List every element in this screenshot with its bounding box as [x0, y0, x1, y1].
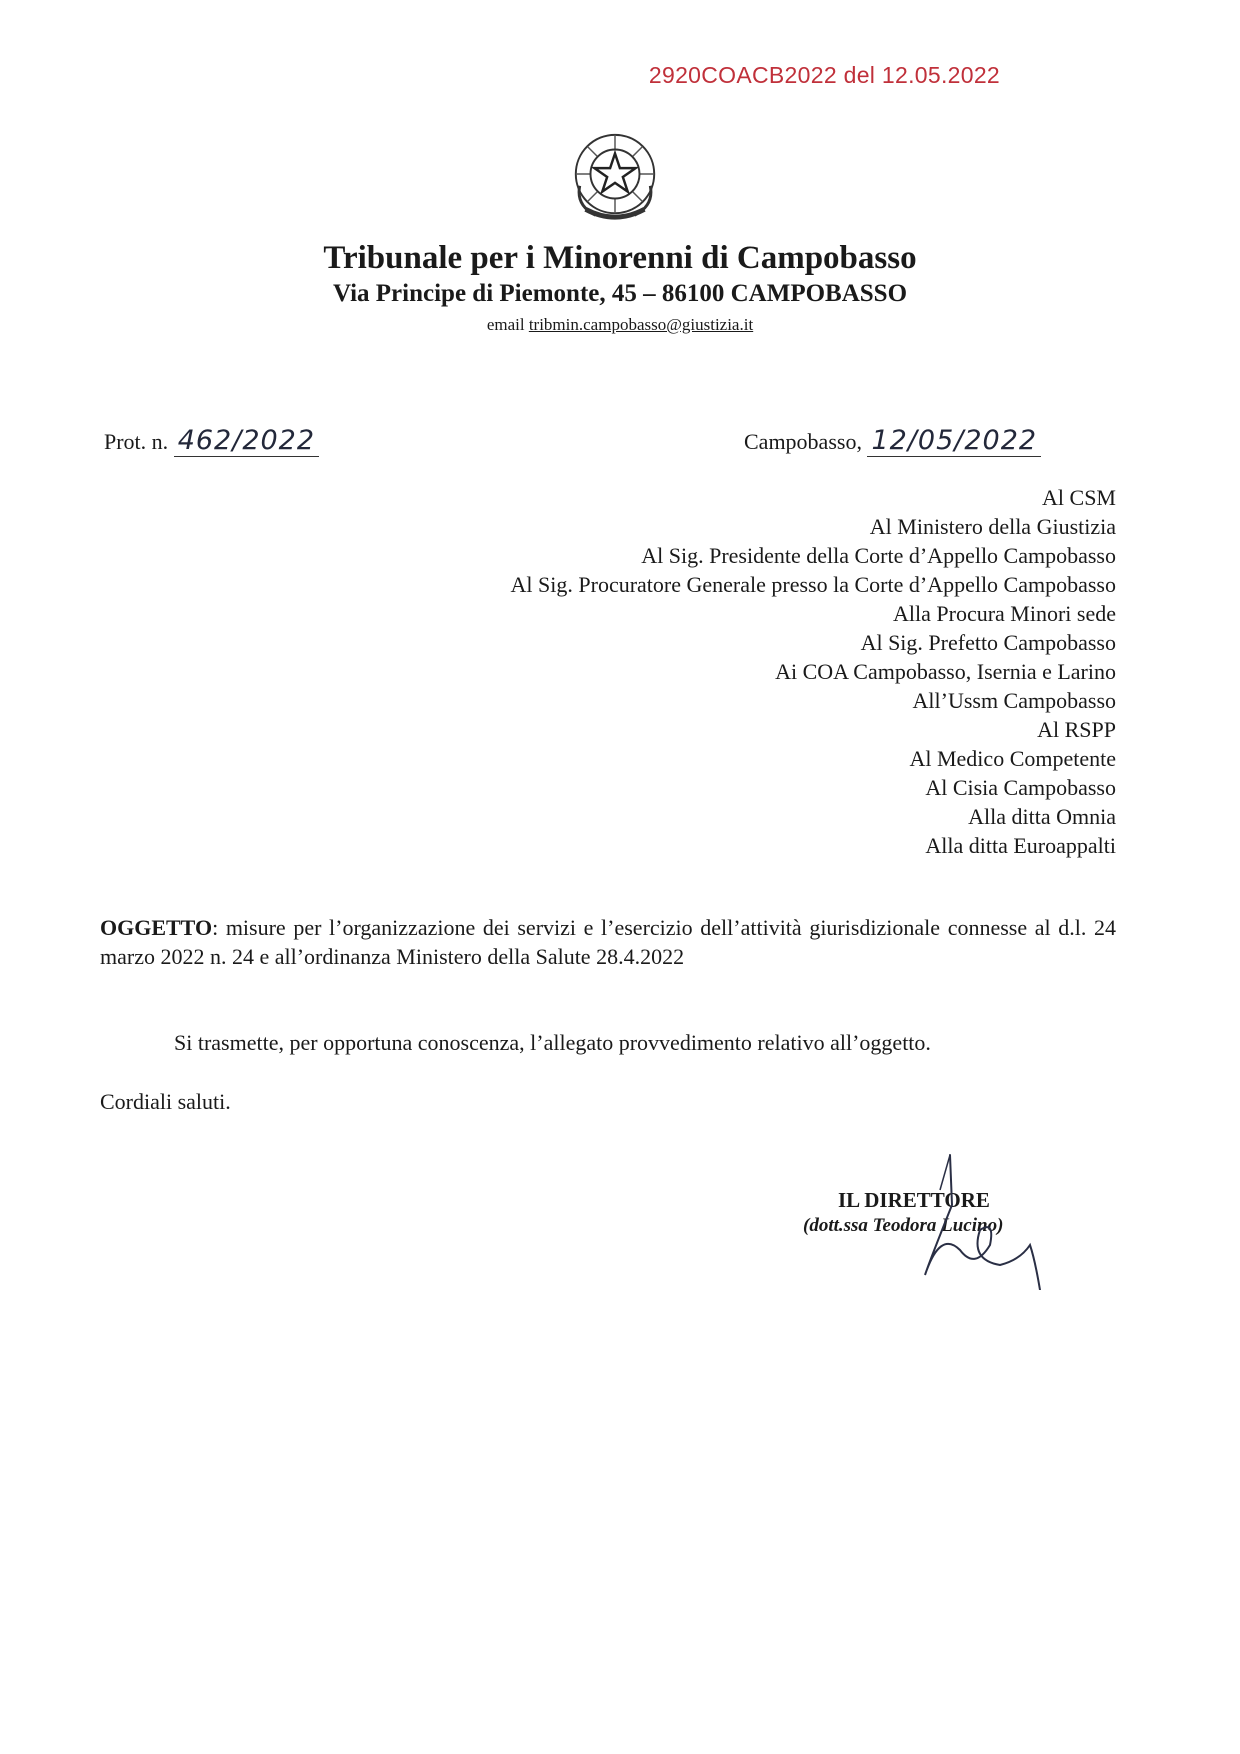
recipient-item: Alla ditta Omnia [968, 804, 1116, 829]
email-link[interactable]: tribmin.campobasso@giustizia.it [528, 315, 754, 334]
email-label: email [486, 315, 525, 334]
date-place: Campobasso, [744, 429, 862, 454]
protocol-line [104, 425, 319, 456]
recipient-item: Al Sig. Prefetto Campobasso [860, 630, 1116, 655]
recipient-item: Alla ditta Euroappalti [925, 833, 1116, 858]
court-address: Via Principe di Piemonte, 45 – 86100 CAMPOBASSO [332, 280, 908, 307]
signature-title: IL DIRETTORE [838, 1188, 990, 1212]
subject-label: OGGETTO [100, 915, 213, 940]
recipients-list [511, 483, 1116, 860]
protocol-number: 462/2022 [174, 425, 319, 457]
recipient-item: Al Ministero della Giustizia [869, 514, 1116, 539]
court-name: Tribunale per i Minorenni di Campobasso [323, 240, 917, 276]
recipient-item: All’Ussm Campobasso [912, 688, 1116, 713]
recipient-item: Al Cisia Campobasso [925, 775, 1116, 800]
recipient-item: Ai COA Campobasso, Isernia e Larino [775, 659, 1116, 684]
recipient-item: Al Sig. Presidente della Corte d’Appello Campobasso [641, 543, 1116, 568]
recipient-item: Al Sig. Procuratore Generale presso la Corte d’Appello Campobasso [510, 572, 1116, 597]
recipient-item: Al CSM [1042, 485, 1116, 510]
recipient-item: Al RSPP [1037, 717, 1116, 742]
date-line [744, 425, 1041, 456]
date-value: 12/05/2022 [867, 425, 1041, 457]
handwritten-signature-icon [880, 1150, 1050, 1290]
subject-text: : misure per l’organizzazione dei servizi e l’esercizio dell’attività giurisdizionale connesse al d.l. 24 marzo 2022 n. 24 e all’ordinanza Ministero della Salute 28.4.2022 [100, 915, 1116, 969]
recipient-item: Al Medico Competente [909, 746, 1116, 771]
italian-republic-emblem-icon [566, 126, 664, 226]
signature-name: (dott.ssa Teodora Lucino) [803, 1215, 1004, 1236]
recipient-item: Alla Procura Minori sede [893, 601, 1116, 626]
protocol-stamp: 2920COACB2022 del 12.05.2022 [648, 62, 1000, 88]
closing-text: Cordiali saluti. [100, 1089, 231, 1114]
subject-paragraph [100, 913, 1116, 971]
body-text: Si trasmette, per opportuna conoscenza, l’allegato provvedimento relativo all’oggetto. [174, 1030, 931, 1055]
protocol-label: Prot. n. [104, 429, 169, 454]
court-email-line [0, 315, 1240, 335]
